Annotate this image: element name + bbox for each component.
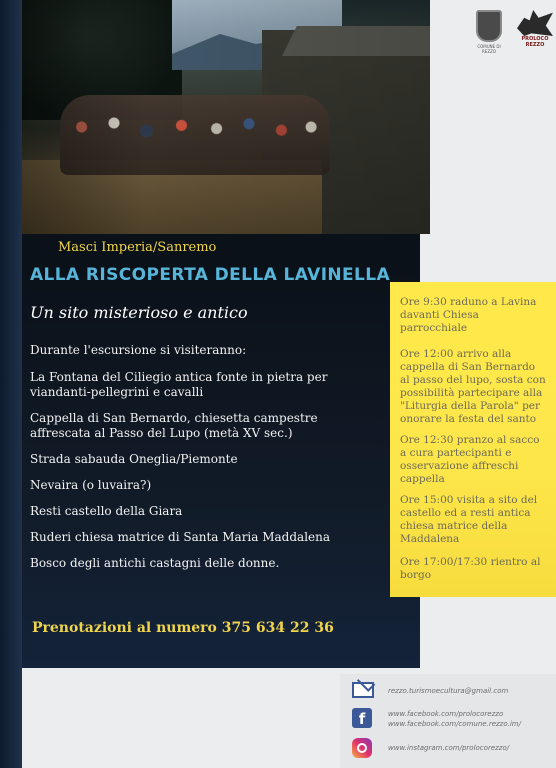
intro-text: Durante l'escursione si visiteranno: bbox=[30, 343, 247, 357]
schedule-box bbox=[390, 282, 556, 597]
left-edge bbox=[0, 0, 22, 768]
contact-facebook-2[interactable]: www.facebook.com/comune.rezzo.im/ bbox=[388, 720, 521, 728]
contacts-panel bbox=[340, 674, 556, 768]
group-photo bbox=[22, 0, 430, 234]
site-item: Strada sabauda Oneglia/Piemonte bbox=[30, 452, 238, 466]
comune-logo-caption: COMUNE DI REZZO bbox=[477, 44, 501, 54]
instagram-icon bbox=[352, 738, 372, 758]
site-item: Cappella di San Bernardo, chiesetta campestre affrescata al Passo del Lupo (metà XV sec.) bbox=[30, 411, 318, 440]
schedule-item: Ore 12:00 arrivo alla cappella di San Bernardo al passo del lupo, sosta con possibilità partecipare alla "Liturgia della Parola" per onorare la festa del santo bbox=[400, 348, 546, 425]
facebook-icon: f bbox=[352, 708, 372, 728]
site-item: Ruderi chiesa matrice di Santa Maria Maddalena bbox=[30, 530, 331, 544]
site-item: Resti castello della Giara bbox=[30, 504, 183, 518]
event-subtitle: Un sito misterioso e antico bbox=[30, 303, 248, 322]
proloco-logo bbox=[514, 10, 556, 48]
sites-list bbox=[30, 370, 375, 582]
contact-facebook-1[interactable]: www.facebook.com/prolocorezzo bbox=[388, 710, 504, 718]
organizer: Masci Imperia/Sanremo bbox=[58, 240, 217, 255]
schedule-item: Ore 17:00/17:30 rientro al borgo bbox=[400, 556, 541, 581]
site-item: Bosco degli antichi castagni delle donne. bbox=[30, 556, 280, 570]
photo-shade bbox=[22, 0, 430, 234]
contact-instagram[interactable]: www.instagram.com/prolocorezzo/ bbox=[388, 744, 510, 752]
event-title: ALLA RISCOPERTA DELLA LAVINELLA bbox=[30, 265, 391, 285]
coat-of-arms-icon bbox=[476, 10, 502, 42]
wolf-icon bbox=[517, 10, 553, 36]
mail-icon bbox=[352, 682, 374, 698]
proloco-caption-1: PROLOCO bbox=[521, 36, 549, 42]
site-item: La Fontana del Ciliegio antica fonte in pietra per viandanti-pellegrini e cavalli bbox=[30, 370, 328, 399]
comune-logo bbox=[470, 10, 508, 54]
site-item: Nevaira (o luvaira?) bbox=[30, 478, 152, 492]
schedule-item: Ore 12:30 pranzo al sacco a cura partecipanti e osservazione affreschi cappella bbox=[400, 434, 540, 485]
booking-phone: Prenotazioni al numero 375 634 22 36 bbox=[32, 620, 334, 636]
schedule-item: Ore 15:00 visita a sito del castello ed a resti antica chiesa matrice della Maddalena bbox=[400, 494, 538, 545]
proloco-caption-2: REZZO bbox=[525, 42, 545, 48]
contact-email[interactable]: rezzo.turismoecultura@gmail.com bbox=[388, 687, 509, 695]
schedule-item: Ore 9:30 raduno a Lavina davanti Chiesa parrocchiale bbox=[400, 296, 537, 334]
